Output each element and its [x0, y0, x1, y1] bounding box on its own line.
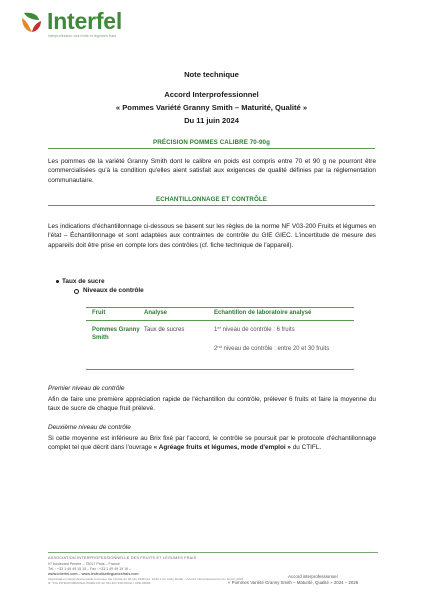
- ouvrage-title: « Agréage fruits et légumes, mode d'emploi »: [153, 444, 291, 452]
- footer-phone: Tél. : +33 1 49 49 15 15 – Fax : +33 1 49 49 15 16 –: [48, 567, 132, 571]
- doc-date: Du 11 juin 2024: [184, 116, 239, 125]
- footer-accord-label: Accord interprofessionnel: [288, 574, 338, 579]
- deuxieme-niveau-heading: Deuxième niveau de contrôle: [48, 424, 131, 431]
- footer-legal-2: N° TVA INTRACOMMUNAUTAIRE FR 42 784 401 918 00042 / APE 9499Z: [48, 581, 151, 585]
- header-fruit: Fruit: [92, 310, 106, 316]
- header-echantillon: Echantillon de laboratoire analysé: [214, 310, 312, 316]
- sampling-table: [86, 307, 354, 370]
- interfel-logo: [20, 8, 200, 38]
- bullet-niveaux-de-controle: [83, 287, 144, 294]
- echantillonnage-paragraph: Les indications d'échantillonnage ci-dessous se basent sur les règles de la norme NF V03-200 Fruits et légumes en l'état – Échantillonnage et sont adaptées aux contraintes de contrôle du GIE GIEC. L'incertitude de mesure des appareils doit être prise en compte lors des contrôles (cf. fiche technique de l'appareil).: [48, 223, 376, 249]
- title-line-2: « Pommes Variété Granny Smith – Maturité, Qualité »: [115, 103, 308, 112]
- cell-level-1: 1er niveau de contrôle : 6 fruits: [214, 325, 295, 333]
- bullet-label: Niveaux de contrôle: [83, 287, 144, 294]
- interfel-logo-icon: [20, 10, 44, 34]
- bullet-taux-de-sucre: [62, 278, 105, 285]
- section-heading-precision: PRÉCISION POMMES CALIBRE 70-90g: [48, 138, 375, 149]
- doc-type: Note technique: [184, 70, 239, 79]
- cell-analyse: Taux de sucres: [144, 327, 185, 333]
- table-row: [86, 321, 354, 370]
- premier-niveau-paragraph: Afin de faire une première appréciation rapide de l'échantillon du contrôle, prélever 6 fruits et faire la moyenne du taux de sucre de chaque fruit prélevé.: [48, 396, 376, 413]
- cell-level-2: 2nd niveau de contrôle : entre 20 et 30 fruits: [214, 344, 330, 352]
- table-header-row: [86, 307, 354, 321]
- footer-address: 97 boulevard Pereire – 75017 Paris – France: [48, 562, 120, 566]
- footer-org: ASSOCIATION INTERPROFESSIONNELLE DES FRUITS ET LÉGUMES FRAIS: [48, 556, 197, 560]
- premier-niveau-heading: Premier niveau de contrôle: [48, 385, 125, 392]
- logo-tagline: interprofession des fruits et légumes frais: [48, 34, 117, 38]
- footer-divider: [48, 552, 378, 553]
- precision-paragraph: Les pommes de la variété Granny Smith dont le calibre en poids est compris entre 70 et 90 g ne pourront être commercialisées qu'à la condition qu'elles aient satisfait aux exigences de qualité définies par la réglementation communautaire.: [48, 158, 376, 184]
- deuxieme-niveau-paragraph: Si cette moyenne est inférieure au Brix fixé par l'accord, le contrôle se poursuit par le protocole d'échantillonnage complet tel que décrit dans l'ouvrage « Agréage fruits et légumes, mode d'emploi » du CTIFL.: [48, 435, 376, 452]
- cell-fruit: Pommes Granny Smith: [92, 327, 140, 341]
- footer-legal-1: Organisation interprofessionnelle reconnue par l'arrêté du 18 juin 1998 (art. L632-1 du Code Rural) – Accord interprofessionnel du 11 juin 2024: [48, 577, 244, 581]
- header-analyse: Analyse: [144, 310, 168, 316]
- title-line-1: Accord Interprofessionnel: [164, 90, 259, 99]
- footer-web-link[interactable]: www.interfel.com – www.lesfruitsetlegumesfrais.com: [48, 572, 139, 576]
- logo-name: Interfel: [47, 8, 123, 34]
- bullet-ring-icon: [74, 289, 79, 294]
- bullet-dot-icon: [56, 280, 59, 283]
- bullet-label: Taux de sucre: [62, 278, 105, 285]
- title-block: [0, 70, 423, 129]
- section-heading-echantillonnage: ECHANTILLONNAGE ET CONTRÔLE: [48, 195, 375, 206]
- footer-accord-title: « Pommes Variété Granny Smith – Maturité, Qualité » 2024 – 2026: [228, 580, 359, 585]
